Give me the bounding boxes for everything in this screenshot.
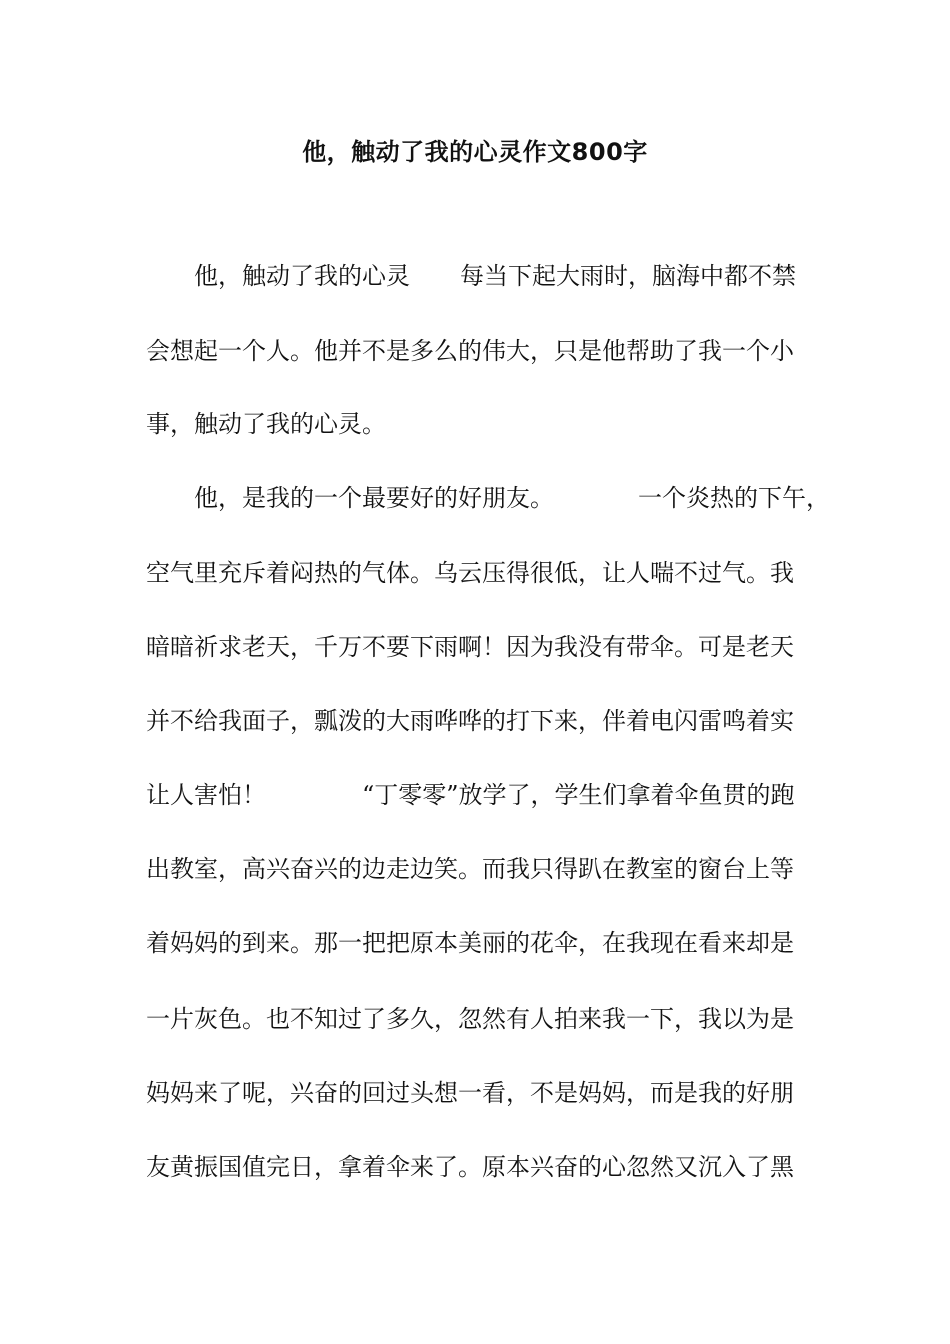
paragraph-line: 会想起一个人。他并不是多么的伟大，只是他帮助了我一个小 [146, 337, 794, 365]
paragraph-line: 暗暗祈求老天，千万不要下雨啊！因为我没有带伞。可是老天 [146, 633, 794, 661]
paragraph-line [146, 777, 795, 813]
paragraph-line: 妈妈来了呢，兴奋的回过头想一看，不是妈妈，而是我的好朋 [146, 1079, 794, 1107]
paragraph-line: 并不给我面子，瓢泼的大雨哗哗的打下来，伴着电闪雷鸣着实 [146, 707, 794, 735]
paragraph-line: 着妈妈的到来。那一把把原本美丽的花伞，在我现在看来却是 [146, 929, 794, 957]
line-text: 每当下起大雨时，脑海中都不禁 [460, 262, 796, 290]
paragraph-line [194, 480, 830, 516]
paragraph-line: 空气里充斥着闷热的气体。乌云压得很低，让人喘不过气。我 [146, 559, 794, 587]
line-text: 让人害怕！ [146, 781, 266, 809]
paragraph-line: 一片灰色。也不知过了多久，忽然有人拍来我一下，我以为是 [146, 1005, 794, 1033]
paragraph-line: 友黄振国值完日，拿着伞来了。原本兴奋的心忽然又沉入了黑 [146, 1153, 794, 1181]
paragraph-line: 事，触动了我的心灵。 [146, 410, 386, 438]
line-text: “丁零零”放学了，学生们拿着伞鱼贯的跑 [362, 781, 795, 809]
paragraph-line [194, 258, 796, 294]
subheading-text: 他，触动了我的心灵 [194, 262, 410, 290]
line-text: 一个炎热的下午， [638, 484, 830, 512]
line-text: 他，是我的一个最要好的好朋友。 [194, 484, 554, 512]
document-title: 他，触动了我的心灵作文800字 [302, 138, 648, 166]
paragraph-line: 出教室，高兴奋兴的边走边笑。而我只得趴在教室的窗台上等 [146, 855, 794, 883]
